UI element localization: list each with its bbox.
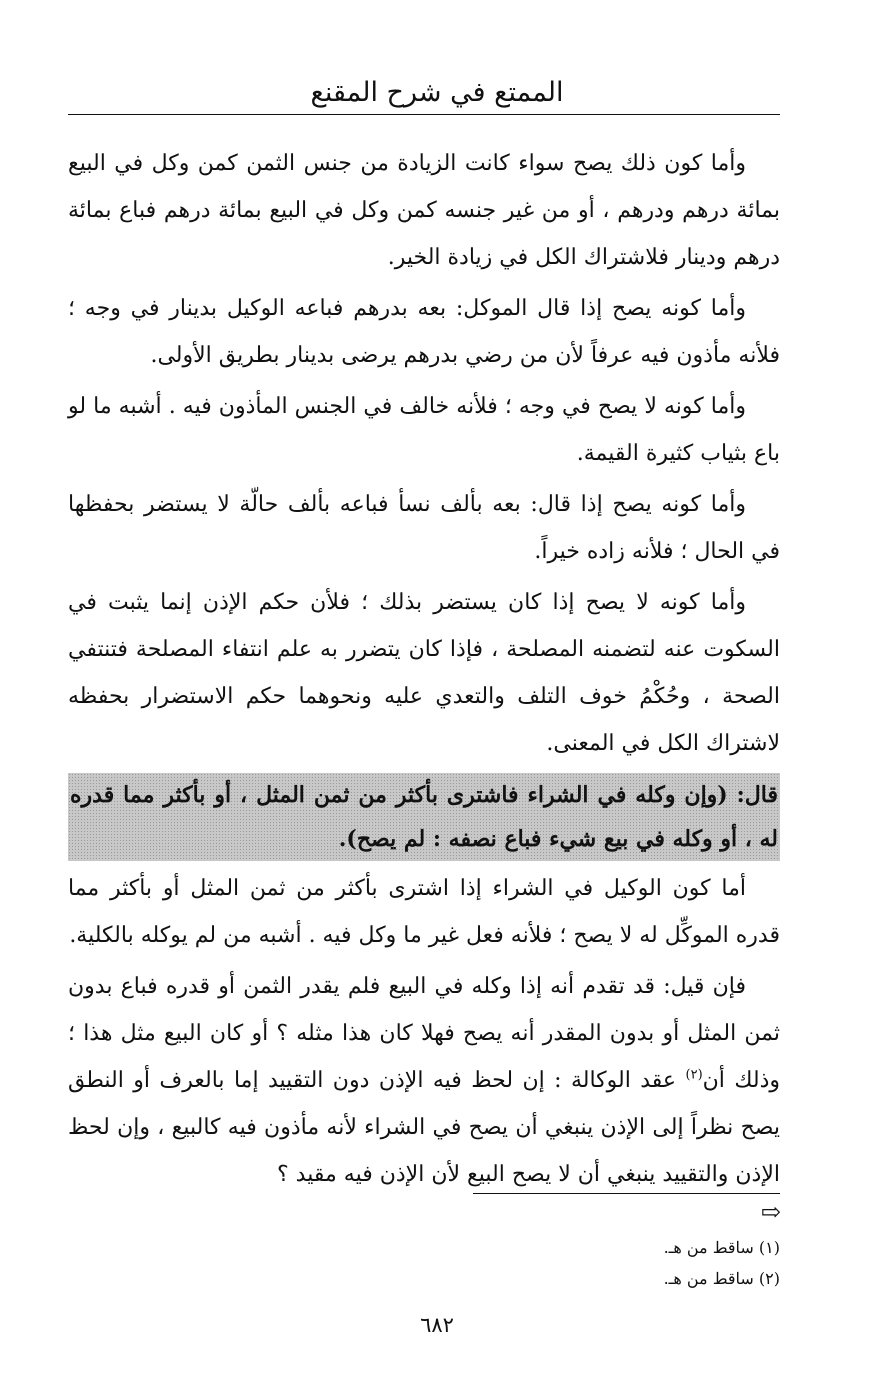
footnote-1: (١) ساقط من هـ. [663, 1238, 780, 1257]
page-number: ٦٨٢ [420, 1313, 454, 1337]
continue-arrow-icon: ⇨ [760, 1198, 781, 1226]
paragraph-7 [68, 963, 780, 1198]
header-rule [68, 114, 780, 115]
paragraph-6: أما كون الوكيل في الشراء إذا اشترى بأكثر من ثمن المثل أو بأكثر مما قدره الموكِّل له لا يصح ؛ فلأنه فعل غير ما وكل فيه . أشبه من لم يوكله بالكلية. [68, 876, 780, 948]
footnote-2: (٢) ساقط من هـ. [663, 1269, 780, 1288]
paragraph-5: وأما كونه لا يصح إذا كان يستضر بذلك ؛ فلأن حكم الإذن إنما يثبت في السكوت عنه لتضمنه المصلحة ، فإذا كان يتضرر به علم انتفاء المصلحة فتنتفي الصحة ، وحُكْمُ خوف التلف والتعدي عليه ونحوهما حكم الاستضرار بحفظه لاشتراك الكل في المعنى. [68, 590, 780, 756]
paragraph-1: وأما كون ذلك يصح سواء كانت الزيادة من جنس الثمن كمن وكل في البيع بمائة درهم ودرهم ، أو من غير جنسه كمن وكل في البيع بمائة درهم فباع بمائة درهم ودينار فلاشتراك الكل في زيادة الخير. [68, 151, 780, 270]
paragraph-4: وأما كونه يصح إذا قال: بعه بألف نسأ فباعه بألف حالّة لا يستضر بحفظها في الحال ؛ فلأنه زاده خيراً. [68, 492, 780, 564]
footnotes [400, 1232, 780, 1294]
paragraph-7-part-a: فإن قيل: قد تقدم أنه إذا وكله في البيع فلم يقدر الثمن أو قدره فباع بدون ثمن المثل أو بدون المقدر أنه يصح فهلا كان هذا مثله ؟ أو كان البيع مثل هذا ؛ وذلك أن [68, 974, 781, 1093]
running-header-title: الممتع في شرح المقنع [310, 77, 564, 108]
quoted-matn-highlight: قال: (وإن وكله في الشراء فاشترى بأكثر من ثمن المثل ، أو بأكثر مما قدره له ، أو وكله في بيع شيء فباع نصفه : لم يصح). [68, 773, 780, 861]
paragraph-7-part-b: عقد الوكالة : إن لحظ فيه الإذن دون التقييد إما بالعرف أو النطق يصح نظراً إلى الإذن ينبغي أن يصح في الشراء لأنه مأذون فيه كالبيع ، وإن لحظ الإذن والتقييد ينبغي أن لا يصح البيع لأن الإذن فيه مقيد ؟ [68, 1068, 780, 1187]
paragraph-3: وأما كونه لا يصح في وجه ؛ فلأنه خالف في الجنس المأذون فيه . أشبه ما لو باع بثياب كثيرة القيمة. [68, 394, 780, 466]
paragraph-2: وأما كونه يصح إذا قال الموكل: بعه بدرهم فباعه الوكيل بدينار في وجه ؛ فلأنه مأذون فيه عرفاً لأن من رضي بدرهم يرضى بدينار بطريق الأولى. [68, 296, 780, 368]
footnote-reference: (٢) [685, 1067, 703, 1083]
footnote-rule [473, 1193, 780, 1194]
body-text [68, 140, 780, 1202]
